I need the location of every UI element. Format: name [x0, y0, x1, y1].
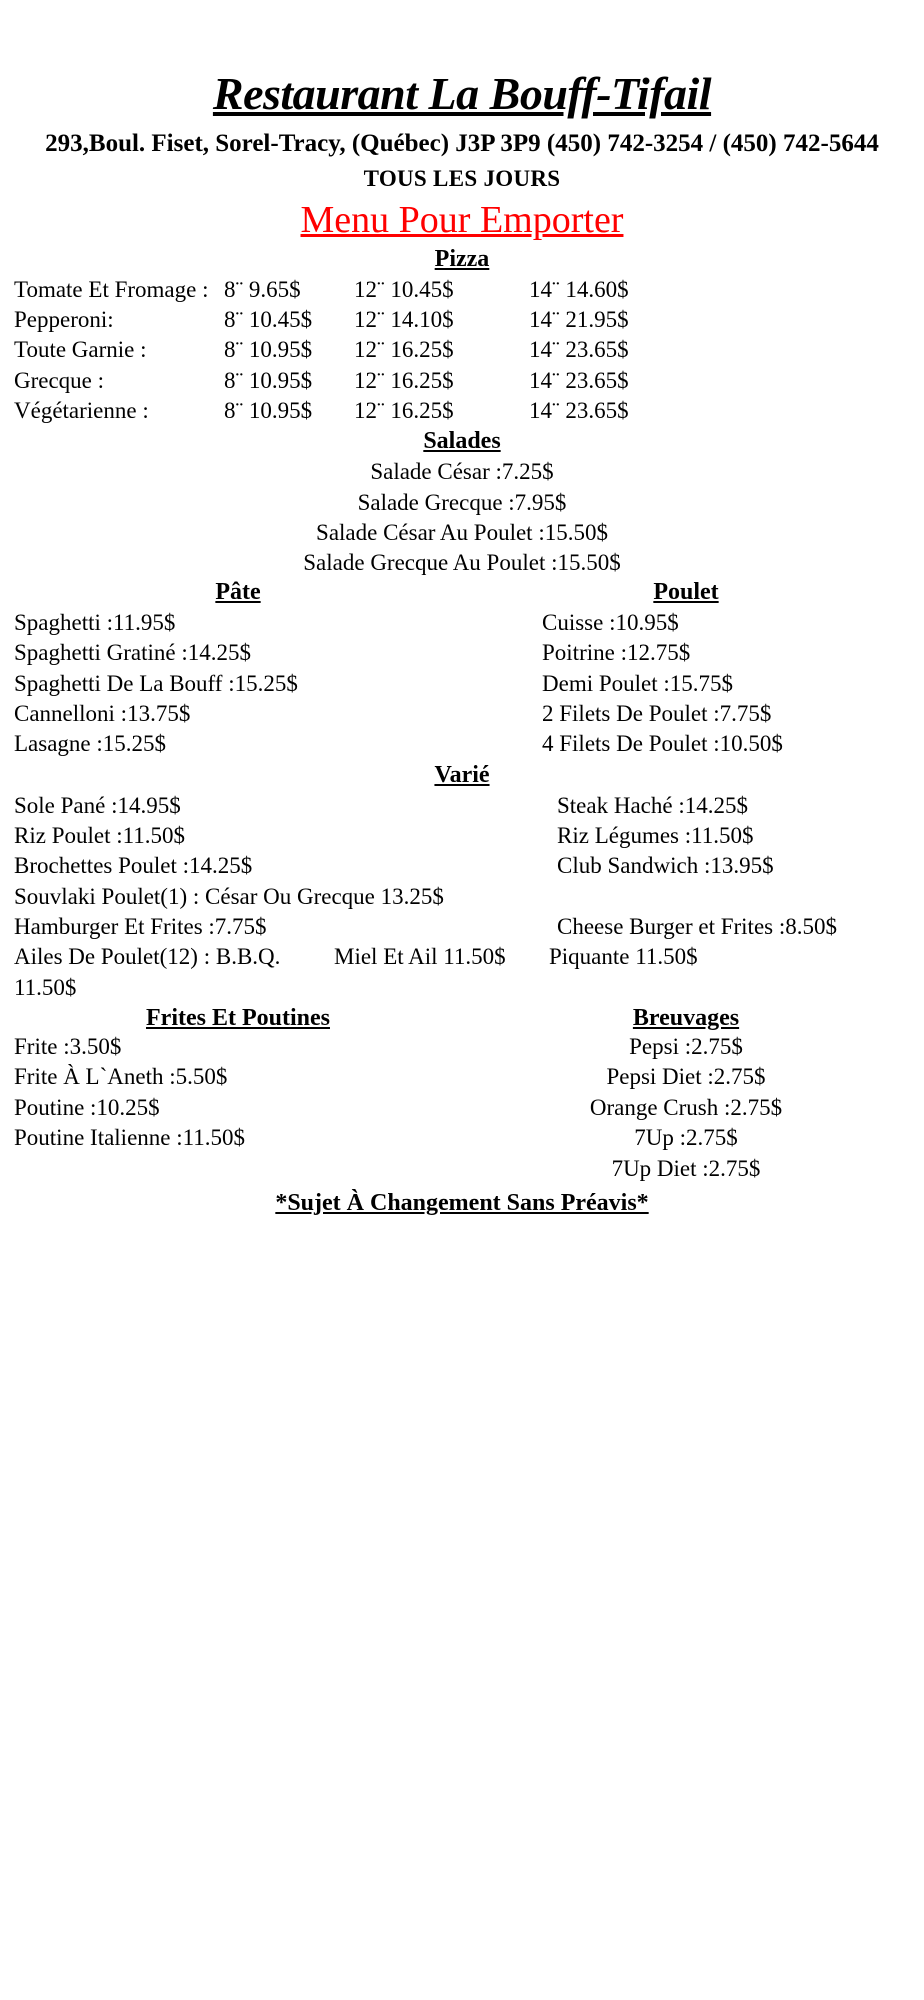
- pizza-price-14: 14¨ 14.60$: [529, 276, 629, 302]
- pizza-price-12: 12¨ 16.25$: [354, 367, 454, 393]
- restaurant-title: Restaurant La Bouff-Tifail: [212, 68, 712, 119]
- pizza-price-8: 8¨ 9.65$: [224, 276, 301, 302]
- list-item: Spaghetti :11.95$: [14, 609, 176, 635]
- list-item: 4 Filets De Poulet :10.50$: [542, 731, 783, 757]
- pizza-price-8: 8¨ 10.95$: [224, 337, 313, 363]
- breuvages-list: [462, 1032, 910, 1184]
- varie-item-left: Sole Pané :14.95$: [14, 792, 181, 818]
- list-item: Frite :3.50$: [14, 1034, 122, 1060]
- list-item: 7Up Diet :2.75$: [611, 1155, 761, 1181]
- list-item: Pepsi Diet :2.75$: [606, 1064, 766, 1090]
- table-row: [14, 851, 910, 881]
- ailes-bbq-item: Ailes De Poulet(12) : B.B.Q. 11.50$: [14, 944, 281, 1000]
- section-heading-frites: Frites Et Poutines: [146, 1005, 330, 1032]
- pizza-price-12: 12¨ 16.25$: [354, 337, 454, 363]
- pizza-price-14: 14¨ 23.65$: [529, 367, 629, 393]
- pizza-price-8: 8¨ 10.95$: [224, 367, 313, 393]
- list-item: Salade César :7.25$: [370, 459, 554, 485]
- list-item: Cuisse :10.95$: [542, 609, 679, 635]
- table-row: [14, 396, 910, 426]
- restaurant-address: 293,Boul. Fiset, Sorel-Tracy, (Québec) J3P 3P9 (450) 742-3254 / (450) 742-5644: [45, 130, 879, 158]
- pizza-price-12: 12¨ 10.45$: [354, 276, 454, 302]
- table-row: [14, 305, 910, 335]
- pizza-price-14: 14¨ 21.95$: [529, 306, 629, 332]
- pizza-price-8: 8¨ 10.45$: [224, 306, 313, 332]
- list-item: Poutine :10.25$: [14, 1094, 160, 1120]
- cheeseburger-item: Cheese Burger et Frites :8.50$: [557, 914, 837, 940]
- list-item: Salade César Au Poulet :15.50$: [316, 520, 608, 546]
- pizza-list: [14, 275, 910, 427]
- list-item: Salade Grecque :7.95$: [357, 489, 567, 515]
- pizza-price-14: 14¨ 23.65$: [529, 397, 629, 423]
- pizza-name: Végétarienne :: [14, 397, 149, 423]
- section-heading-breuvages: Breuvages: [632, 1005, 740, 1032]
- varie-item-right: Riz Légumes :11.50$: [557, 822, 754, 848]
- section-heading-salades: Salades: [423, 428, 501, 455]
- list-item: Pepsi :2.75$: [629, 1034, 743, 1060]
- poulet-list: [462, 608, 910, 760]
- section-heading-pizza: Pizza: [434, 245, 490, 272]
- takeout-menu-title: Menu Pour Emporter: [300, 198, 624, 241]
- frites-breuvages-headings: [14, 1005, 910, 1032]
- pizza-price-12: 12¨ 16.25$: [354, 397, 454, 423]
- varie-item-right: Steak Haché :14.25$: [557, 792, 748, 818]
- pizza-name: Toute Garnie :: [14, 337, 147, 363]
- varie-list: [14, 791, 910, 1004]
- ailes-miel-item: Miel Et Ail 11.50$: [334, 944, 506, 970]
- frites-breuvages-body: [14, 1032, 910, 1184]
- list-item: Orange Crush :2.75$: [589, 1094, 783, 1120]
- section-heading-pate: Pâte: [215, 578, 261, 605]
- varie-item-left: Brochettes Poulet :14.25$: [14, 853, 253, 879]
- pizza-name: Tomate Et Fromage :: [14, 276, 209, 302]
- pizza-price-12: 12¨ 14.10$: [354, 306, 454, 332]
- pizza-name: Grecque :: [14, 367, 105, 393]
- list-item: 7Up :2.75$: [634, 1125, 738, 1151]
- varie-item-right: Club Sandwich :13.95$: [557, 853, 774, 879]
- varie-item-left: Riz Poulet :11.50$: [14, 822, 186, 848]
- table-row: [14, 366, 910, 396]
- pate-poulet-section: [14, 579, 910, 608]
- pate-poulet-body: [14, 608, 910, 760]
- list-item: Demi Poulet :15.75$: [542, 670, 734, 696]
- hamburger-item: Hamburger Et Frites :7.75$: [14, 914, 267, 940]
- section-heading-varie: Varié: [434, 761, 490, 788]
- salades-list: [14, 457, 910, 578]
- table-row: [14, 942, 910, 1003]
- list-item: Frite À L`Aneth :5.50$: [14, 1064, 228, 1090]
- disclaimer-note: *Sujet À Changement Sans Préavis*: [275, 1189, 649, 1216]
- list-item: Poutine Italienne :11.50$: [14, 1125, 246, 1151]
- list-item: Spaghetti De La Bouff :15.25$: [14, 670, 298, 696]
- table-row: [14, 912, 910, 942]
- open-everyday-label: TOUS LES JOURS: [363, 165, 561, 191]
- list-item: 2 Filets De Poulet :7.75$: [542, 700, 772, 726]
- list-item: Spaghetti Gratiné :14.25$: [14, 640, 251, 666]
- frites-list: [14, 1032, 462, 1184]
- table-row: [14, 275, 910, 305]
- pizza-name: Pepperoni:: [14, 306, 114, 332]
- list-item: Salade Grecque Au Poulet :15.50$: [303, 550, 621, 576]
- table-row: [14, 791, 910, 821]
- pate-list: [14, 608, 462, 760]
- ailes-piquante-item: Piquante 11.50$: [549, 944, 698, 970]
- pizza-price-8: 8¨ 10.95$: [224, 397, 313, 423]
- table-row: [14, 335, 910, 365]
- souvlaki-item: Souvlaki Poulet(1) : César Ou Grecque 13.25$: [14, 883, 444, 909]
- pizza-price-14: 14¨ 23.65$: [529, 337, 629, 363]
- list-item: Cannelloni :13.75$: [14, 700, 191, 726]
- list-item: Poitrine :12.75$: [542, 640, 691, 666]
- table-row: [14, 821, 910, 851]
- list-item: Lasagne :15.25$: [14, 731, 167, 757]
- section-heading-poulet: Poulet: [653, 578, 719, 605]
